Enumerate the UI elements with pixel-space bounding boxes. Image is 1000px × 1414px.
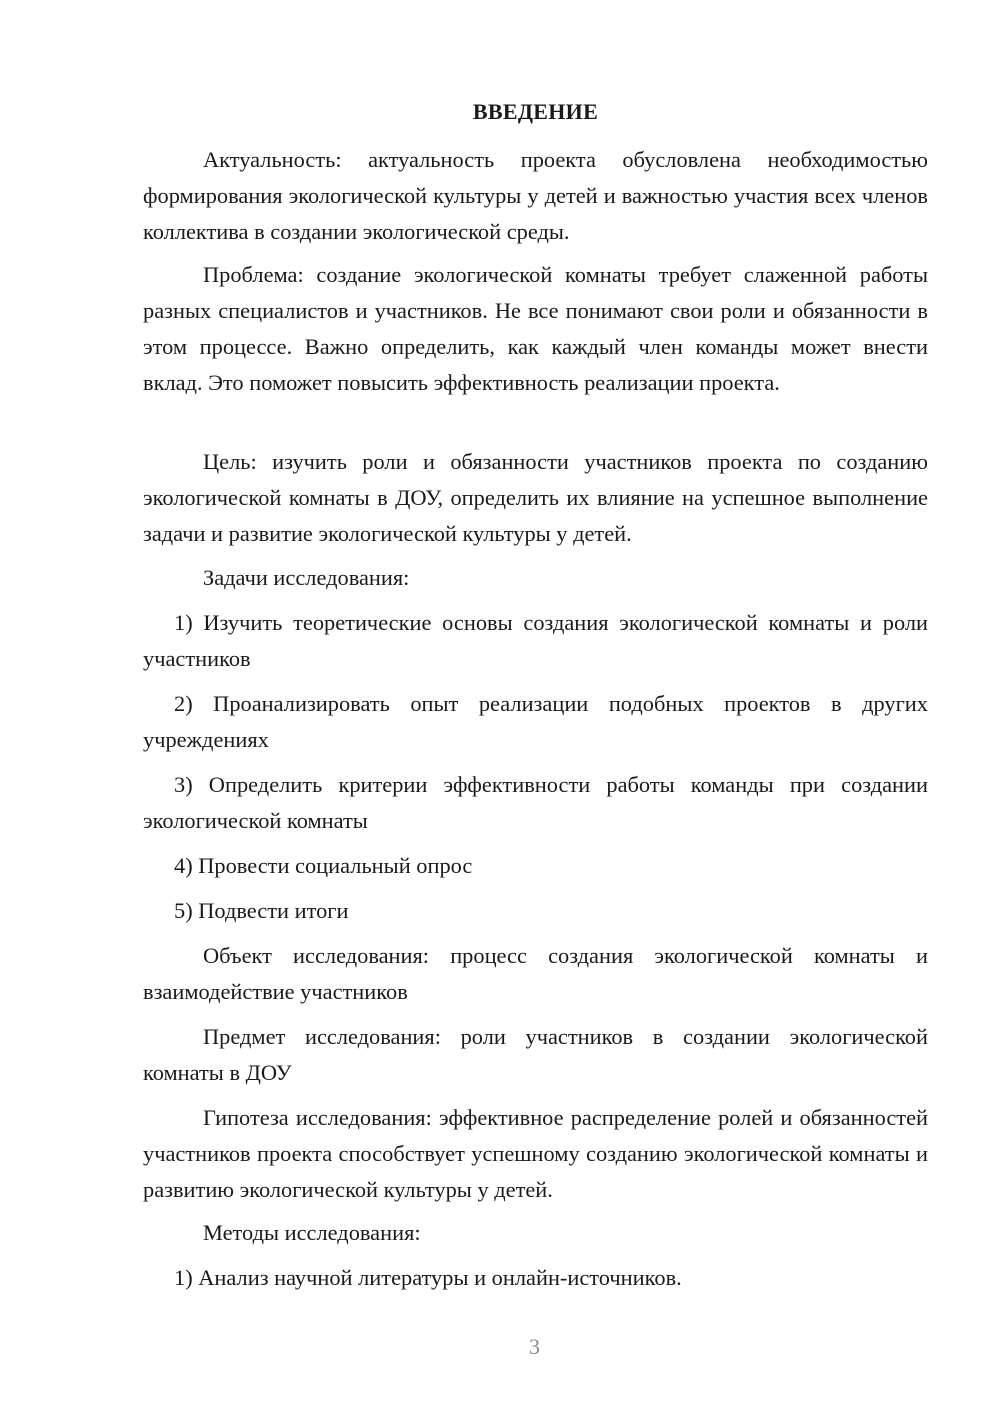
- list-item-task-2: 2) Проанализировать опыт реализации подобных проектов в других учреждениях: [143, 691, 928, 752]
- paragraph-research-subject: Предмет исследования: роли участников в создании экологической комнаты в ДОУ: [143, 1024, 928, 1085]
- list-item-task-4: 4) Провести социальный опрос: [174, 853, 473, 878]
- paragraph-problem: Проблема: создание экологической комнаты требует слаженной работы разных специалистов и участников. Не все понимают свои роли и обязанности в этом процессе. Важно определить, как каждый член команды может внести вклад. Это поможет повысить эффективность реализации проекта.: [143, 262, 928, 395]
- list-item-method-1: 1) Анализ научной литературы и онлайн-источников.: [174, 1265, 682, 1290]
- paragraph-methods-heading: Методы исследования:: [203, 1220, 421, 1245]
- paragraph-research-object: Объект исследования: процесс создания экологической комнаты и взаимодействие участников: [143, 943, 928, 1004]
- section-heading: ВВЕДЕНИЕ: [472, 99, 599, 124]
- list-item-task-5: 5) Подвести итоги: [174, 898, 349, 923]
- paragraph-goal: Цель: изучить роли и обязанности участников проекта по созданию экологической комнаты в ДОУ, определить их влияние на успешное выполнение задачи и развитие экологической культуры у детей.: [143, 449, 928, 546]
- paragraph-relevance: Актуальность: актуальность проекта обусловлена необходимостью формирования экологической культуры у детей и важностью участия всех членов коллектива в создании экологической среды.: [143, 147, 928, 244]
- paragraph-tasks-heading: Задачи исследования:: [203, 565, 410, 590]
- list-item-task-3: 3) Определить критерии эффективности работы команды при создании экологической комнаты: [143, 772, 928, 833]
- page-number: [71, 1329, 1000, 1365]
- list-item-task-1: 1) Изучить теоретические основы создания экологической комнаты и роли участников: [143, 610, 928, 671]
- page-number-value: 3: [529, 1334, 540, 1359]
- paragraph-hypothesis: Гипотеза исследования: эффективное распределение ролей и обязанностей участников проекта способствует успешному созданию экологической комнаты и развитию экологической культуры у детей.: [143, 1105, 928, 1202]
